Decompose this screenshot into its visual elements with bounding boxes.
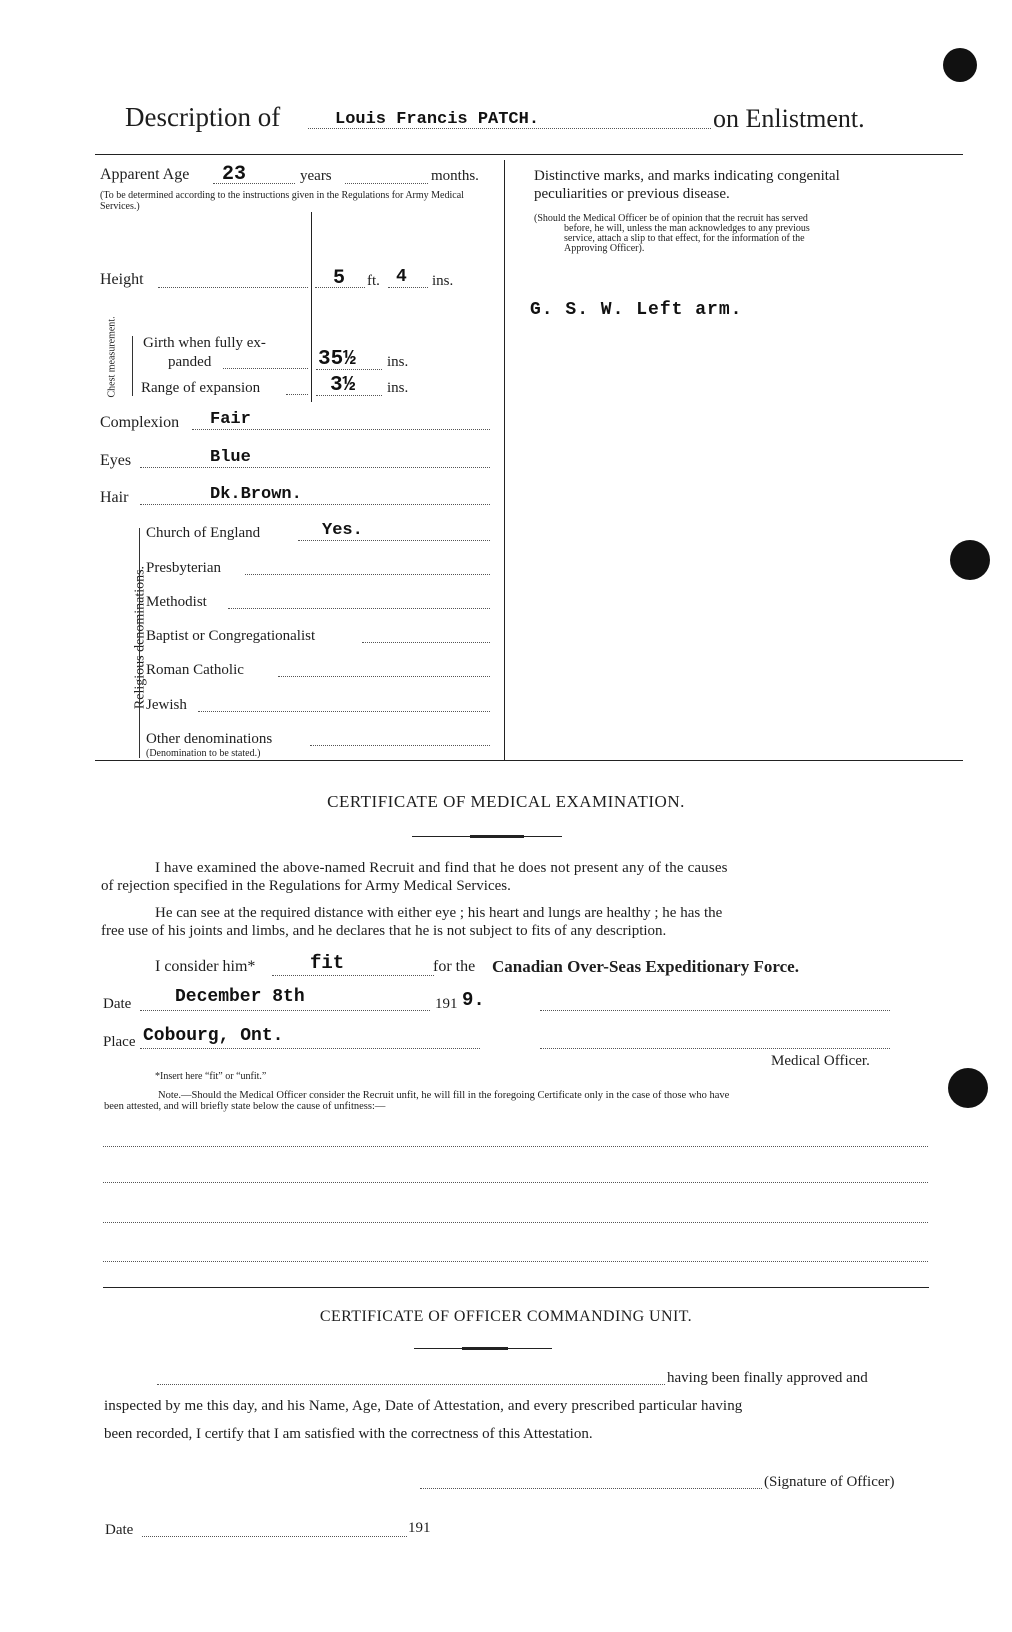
rel-methodist: Methodist [146, 594, 207, 610]
height-ft-value: 5 [333, 267, 346, 290]
insert-note: *Insert here “fit” or “unfit.” [155, 1071, 267, 1082]
chest-brace [132, 336, 133, 396]
range-value: 3½ [330, 374, 356, 397]
range-label: Range of expansion [141, 380, 261, 396]
commanding-year: 191 [408, 1520, 431, 1536]
rel-roman: Roman Catholic [146, 662, 244, 678]
religion-brace [139, 528, 140, 758]
age-note: (To be determined according to the instructions given in the Regulations for Army Medical Services.) [100, 190, 464, 212]
column-divider-right [504, 160, 505, 760]
distinctive-note-2: before, he will, unless the man acknowledges to any previous [564, 223, 810, 234]
ft-label: ft. [367, 273, 380, 289]
commanding-line2: inspected by me this day, and his Name, Age, Date of Attestation, and every prescribed particular having [104, 1398, 743, 1414]
girth-unit: ins. [387, 354, 409, 370]
commanding-title: CERTIFICATE OF OFFICER COMMANDING UNIT. [319, 1308, 693, 1325]
rel-other-note: (Denomination to be stated.) [146, 748, 261, 759]
commanding-title-rule-thick [462, 1347, 508, 1350]
medical-title-rule-thick [470, 835, 524, 838]
girth-value: 35½ [318, 348, 356, 371]
age-value: 23 [222, 163, 247, 186]
distinctive-line-2: peculiarities or previous disease. [534, 186, 730, 202]
eyes-value: Blue [210, 448, 251, 467]
distinctive-line-1: Distinctive marks, and marks indicating congenital [534, 168, 840, 184]
commanding-date-label: Date [105, 1522, 134, 1538]
unfit-note-line1: Note.—Should the Medical Officer consider the Recruit unfit, he will fill in the foregoing Certificate only in the case of those who have [158, 1090, 730, 1101]
officer-signature-label: (Signature of Officer) [764, 1474, 895, 1490]
medical-title: CERTIFICATE OF MEDICAL EXAMINATION. [327, 792, 685, 811]
header-on-enlistment: on Enlistment. [713, 104, 865, 133]
medical-para1-line2: of rejection specified in the Regulations for Army Medical Services. [101, 878, 511, 894]
punch-hole-top [943, 48, 977, 82]
medical-year-value: 9. [462, 989, 485, 1011]
rel-baptist: Baptist or Congregationalist [146, 628, 316, 644]
distinctive-note-1: (Should the Medical Officer be of opinion that the recruit has served [534, 213, 808, 224]
rel-other: Other denominations [146, 731, 273, 747]
bottom-rule-top-section [95, 760, 963, 761]
complexion-label: Complexion [100, 414, 180, 431]
header-description-of: Description of [125, 102, 281, 132]
column-divider-inner [311, 212, 312, 402]
rel-presbyterian: Presbyterian [146, 560, 221, 576]
ins-label: ins. [432, 273, 454, 289]
distinctive-note-3: service, attach a slip to that effect, for the information of the [564, 233, 805, 244]
rel-church-value: Yes. [322, 521, 363, 540]
punch-hole-middle [950, 540, 990, 580]
girth-label-2: panded [168, 354, 212, 370]
medical-officer-label: Medical Officer. [771, 1053, 870, 1069]
complexion-value: Fair [210, 410, 251, 429]
chest-measurement-label: Chest measurement. [106, 316, 118, 398]
header-rule [95, 154, 963, 155]
medical-para2-line1: He can see at the required distance with either eye ; his heart and lungs are healthy ; he has the [155, 905, 723, 921]
commanding-line1: having been finally approved and [667, 1370, 868, 1386]
commanding-line3: been recorded, I certify that I am satisfied with the correctness of this Attestation. [104, 1426, 593, 1442]
unfit-line-2 [103, 1182, 928, 1183]
range-unit: ins. [387, 380, 409, 396]
years-label: years [300, 168, 332, 184]
punch-hole-bottom [948, 1068, 988, 1108]
unfit-line-1 [103, 1146, 928, 1147]
religious-denominations-text: Religious denominations. [132, 565, 148, 710]
height-in-value: 4 [396, 267, 407, 287]
consider-label: I consider him* [155, 958, 256, 975]
girth-label-1: Girth when fully ex- [143, 335, 266, 351]
medical-place-value: Cobourg, Ont. [143, 1026, 284, 1046]
medical-para2-line2: free use of his joints and limbs, and he declares that he is not subject to fits of any description. [101, 923, 667, 939]
months-label: months. [431, 168, 479, 184]
unfit-note-line2: been attested, and will briefly state below the cause of unfitness:— [104, 1101, 386, 1112]
distinctive-marks-value: G. S. W. Left arm. [530, 300, 743, 320]
eyes-label: Eyes [100, 452, 132, 469]
rel-church-label: Church of England [146, 525, 261, 541]
hair-value: Dk.Brown. [210, 485, 302, 504]
medical-place-label: Place [103, 1034, 136, 1050]
height-label: Height [100, 271, 144, 288]
unfit-line-4 [103, 1261, 928, 1262]
unfit-line-3 [103, 1222, 928, 1223]
rel-jewish: Jewish [146, 697, 187, 713]
medical-date-value: December 8th [175, 987, 305, 1007]
medical-date-label: Date [103, 996, 132, 1012]
medical-para1-line1: I have examined the above-named Recruit and find that he does not present any of the causes [155, 860, 728, 876]
recruit-name: Louis Francis PATCH. [335, 110, 540, 129]
force-name: Canadian Over-Seas Expeditionary Force. [492, 957, 799, 976]
medical-year-prefix: 191 [435, 996, 458, 1012]
medical-bottom-rule [103, 1287, 929, 1288]
for-the-label: for the [433, 958, 476, 975]
distinctive-note-4: Approving Officer). [564, 243, 645, 254]
hair-label: Hair [100, 489, 129, 506]
apparent-age-label: Apparent Age [100, 166, 190, 183]
consider-value: fit [310, 952, 345, 974]
